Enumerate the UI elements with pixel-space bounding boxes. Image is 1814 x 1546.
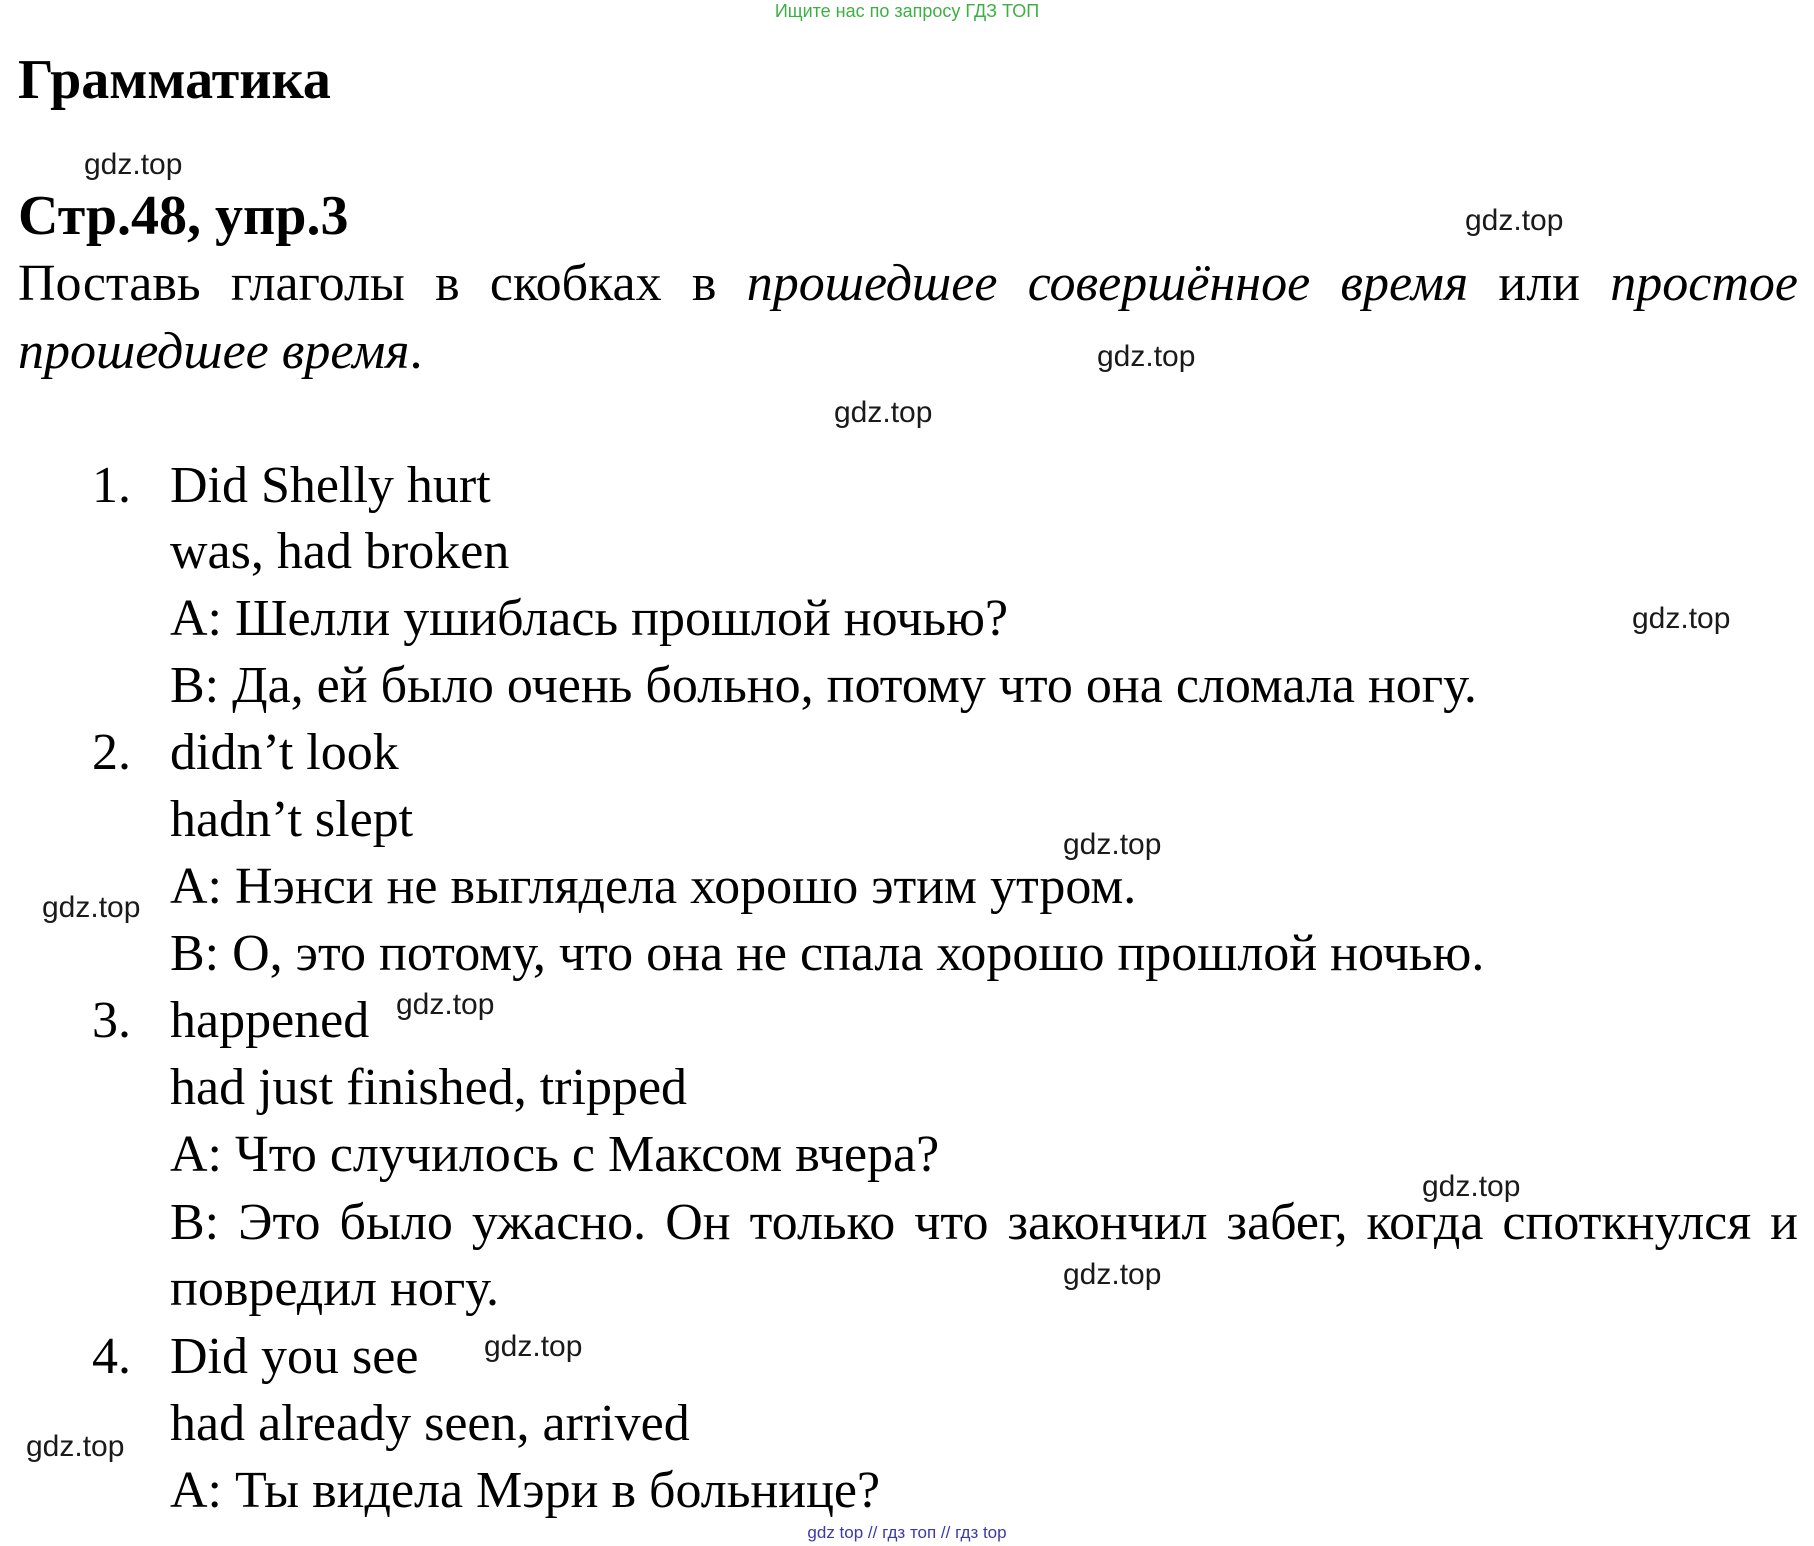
answer-line: happened — [170, 992, 370, 1049]
task-instruction — [18, 250, 1798, 386]
answer-line: Did you see — [170, 1328, 419, 1385]
watermark: gdz.top — [484, 1330, 583, 1363]
page-title: Грамматика — [18, 49, 331, 111]
watermark: gdz.top — [1465, 204, 1564, 237]
task-text: Поставь глаголы в скобках в — [18, 255, 747, 312]
answer-line: Did Shelly hurt — [170, 457, 491, 514]
answer-line: had already seen, arrived — [170, 1395, 690, 1452]
watermark: gdz.top — [834, 396, 933, 429]
task-italic-simple: простое прошедшее время — [18, 255, 1798, 380]
watermark: gdz.top — [1632, 602, 1731, 635]
task-italic-perfect: прошедшее совершённое время — [746, 255, 1469, 312]
exercise-heading: Стр.48, упр.3 — [18, 185, 349, 247]
watermark: gdz.top — [1063, 1258, 1162, 1291]
watermark: gdz.top — [1063, 828, 1162, 861]
watermark: gdz.top — [396, 988, 495, 1021]
dialogue-a: А: Что случилось с Максом вчера? — [170, 1126, 940, 1183]
watermark: gdz.top — [1422, 1170, 1521, 1203]
watermark: gdz.top — [1097, 340, 1196, 373]
answer-line: didn’t look — [170, 724, 399, 781]
answer-line: hadn’t slept — [170, 791, 414, 848]
item-number: 3. — [92, 992, 131, 1049]
dialogue-a: А: Нэнси не выглядела хорошо этим утром. — [170, 858, 1137, 915]
task-text: или — [1468, 255, 1611, 312]
answer-line: had just finished, tripped — [170, 1059, 688, 1116]
watermark: gdz.top — [26, 1430, 125, 1463]
item-number: 4. — [92, 1328, 131, 1385]
dialogue-b: В: О, это потому, что она не спала хорошо прошлой ночью. — [170, 925, 1485, 982]
item-number: 1. — [92, 457, 131, 514]
watermark: gdz.top — [84, 148, 183, 181]
task-text: . — [409, 323, 423, 380]
item-number: 2. — [92, 724, 131, 781]
dialogue-a: А: Ты видела Мэри в больнице? — [170, 1462, 881, 1519]
dialogue-b: В: Это было ужасно. Он только что закончил забег, когда споткнулся и повредил ногу. — [170, 1194, 1798, 1317]
footer-watermark: gdz top // гдз топ // гдз top — [807, 1523, 1007, 1542]
dialogue-b: В: Да, ей было очень больно, потому что она сломала ногу. — [170, 657, 1477, 714]
answer-line: was, had broken — [170, 523, 510, 580]
watermark: gdz.top — [42, 891, 141, 924]
search-banner: Ищите нас по запросу ГДЗ ТОП — [774, 1, 1040, 21]
dialogue-a: А: Шелли ушиблась прошлой ночью? — [170, 590, 1009, 647]
